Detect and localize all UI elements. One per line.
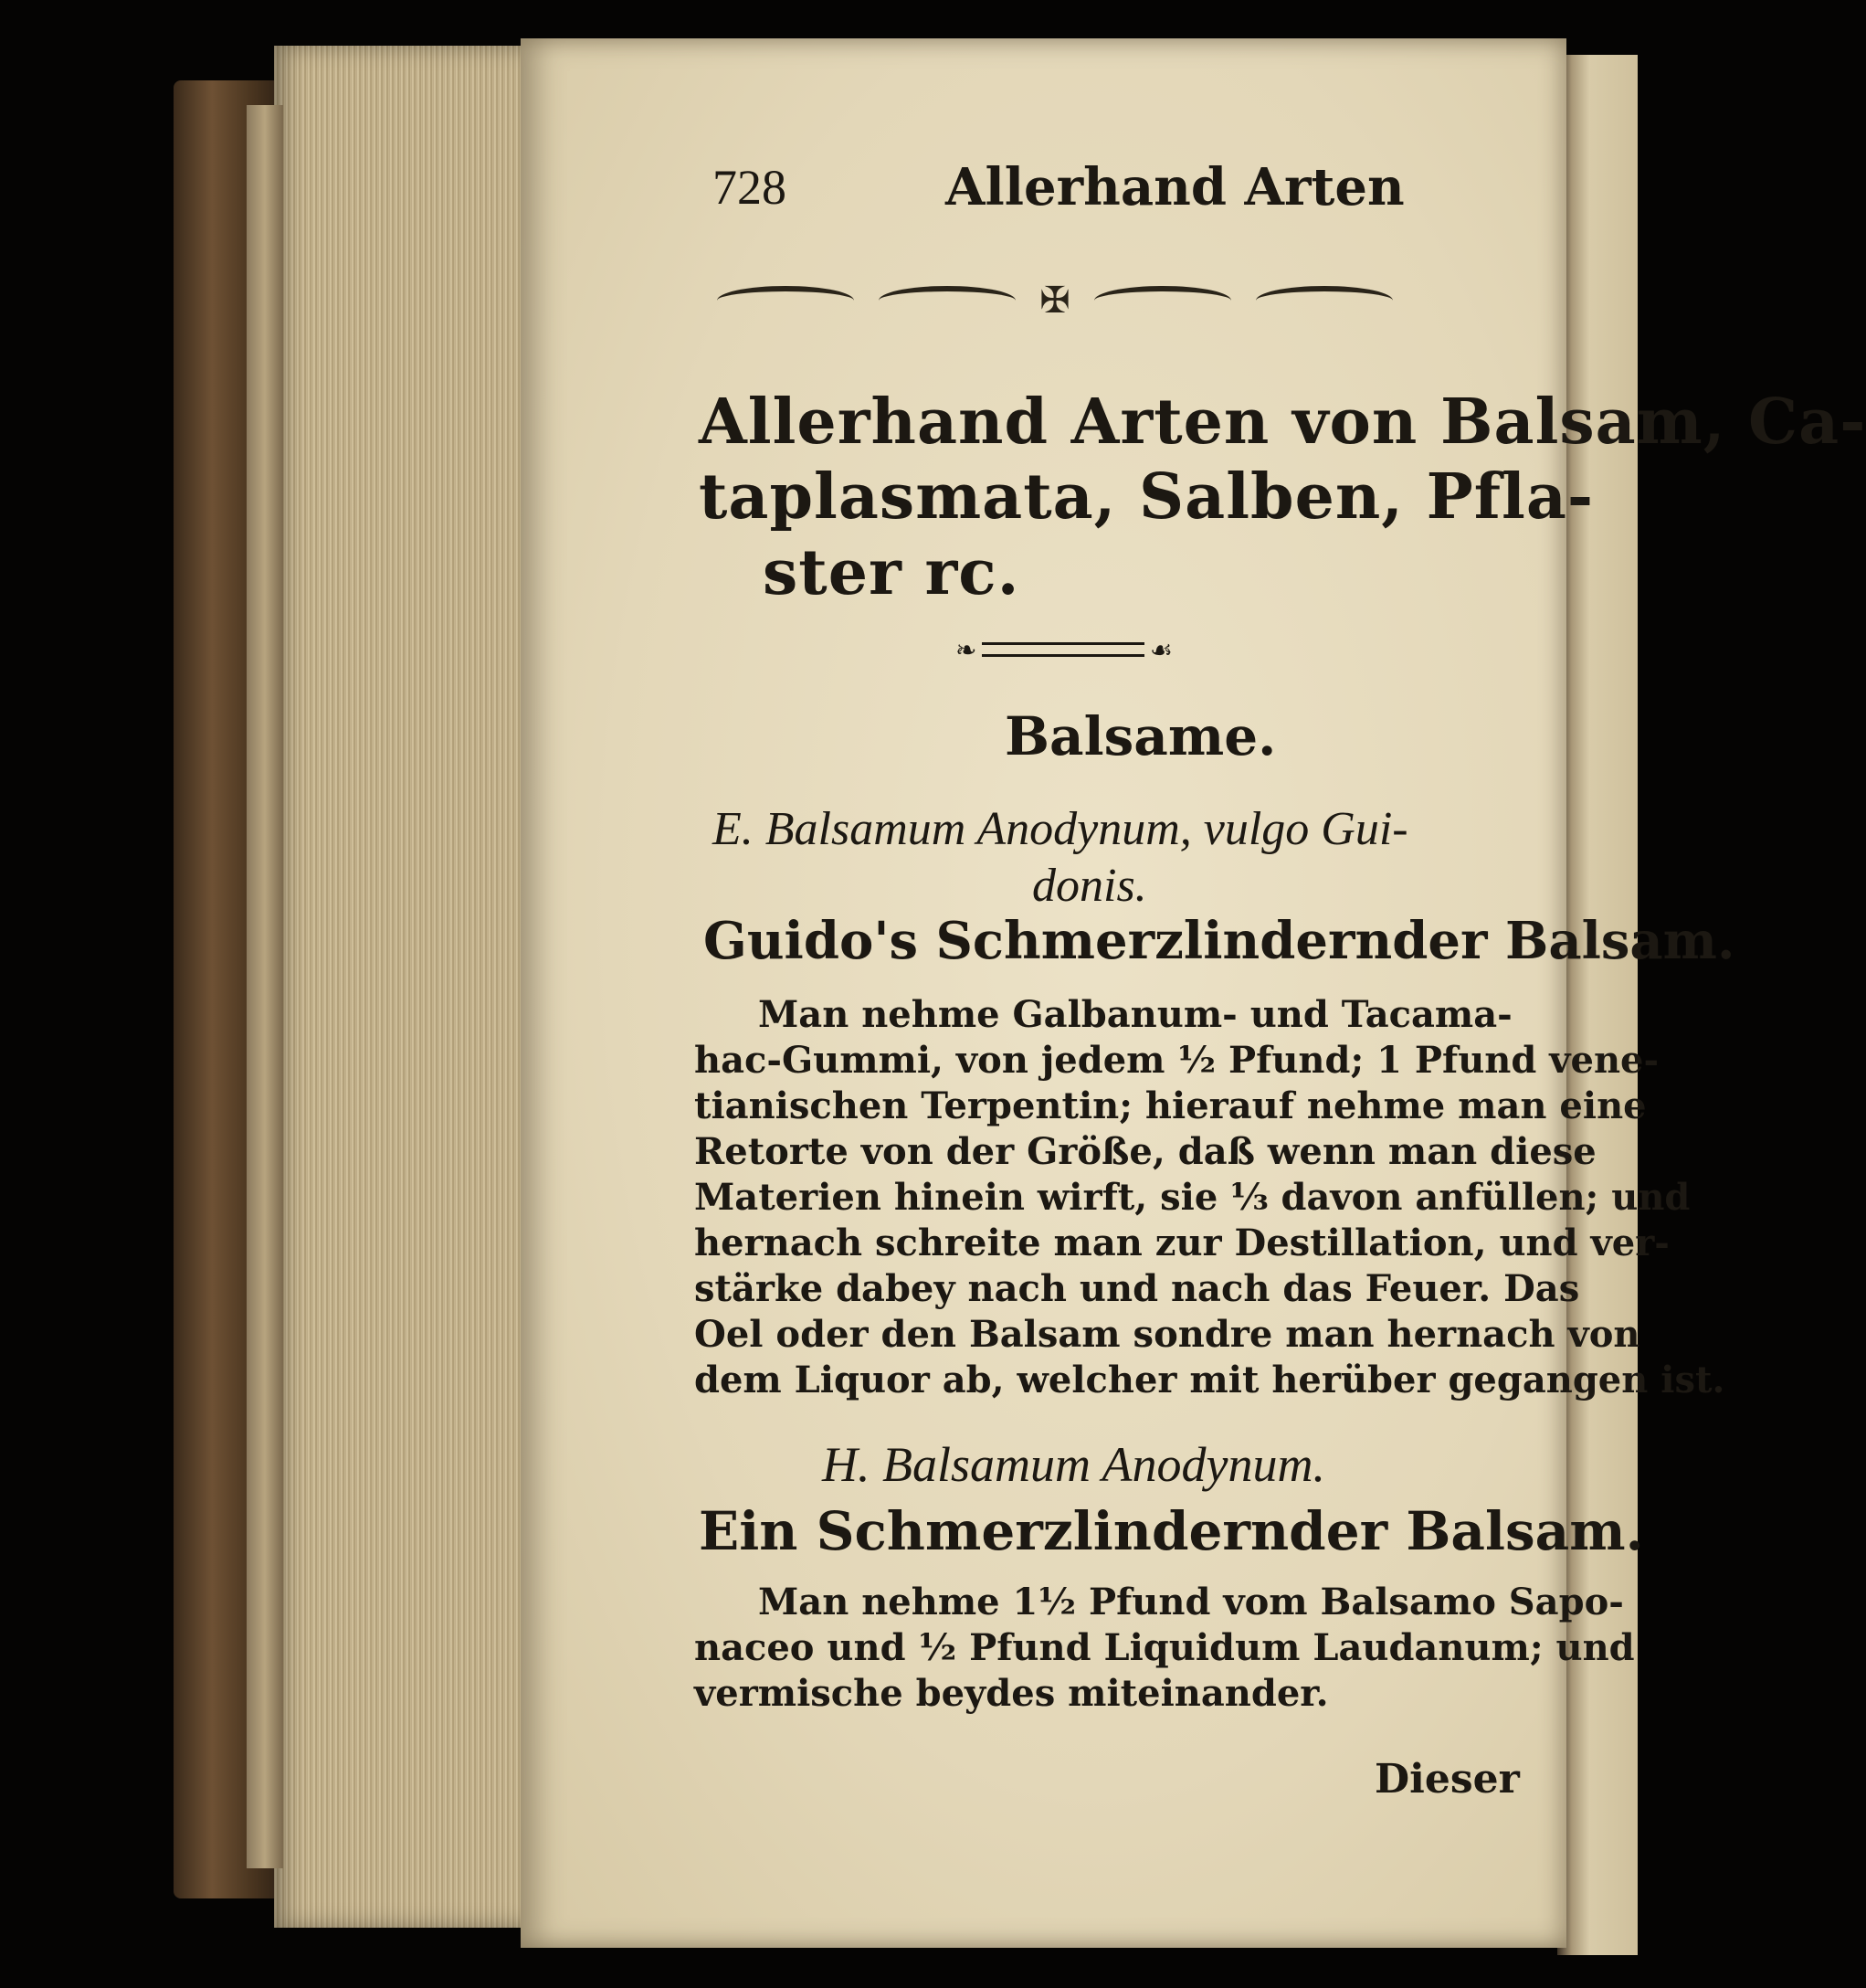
entry-latin-title-cont: donis. — [1032, 860, 1147, 912]
section-heading: Balsame. — [1005, 705, 1277, 767]
rule-line — [982, 642, 1144, 657]
entry-heading: Ein Schmerzlindernder Balsam. — [699, 1500, 1644, 1562]
book-page — [521, 38, 1866, 1948]
facing-page-sliver — [1557, 55, 1638, 1955]
body-line: hac-Gummi, von jedem ½ Pfund; 1 Pfund vene- — [694, 1039, 1660, 1082]
running-head: Allerhand Arten — [945, 157, 1405, 217]
title-line: ster rc. — [763, 536, 1020, 609]
ornament-center-icon: ✠ — [1039, 280, 1070, 322]
body-line: naceo und ½ Pfund Liquidum Laudanum; und — [694, 1626, 1635, 1669]
entry-latin-title: H. Balsamum Anodynum. — [822, 1437, 1325, 1492]
ornament-scroll — [879, 286, 1016, 315]
title-line: taplasmata, Salben, Pfla- — [699, 460, 1595, 534]
body-line: Retorte von der Größe, daß wenn man diese — [694, 1130, 1597, 1173]
ornament-scroll — [1256, 286, 1393, 315]
body-line: vermische beydes miteinander. — [694, 1672, 1329, 1715]
ornament-scroll — [1094, 286, 1231, 315]
body-line: Man nehme Galbanum- und Tacama- — [758, 993, 1513, 1036]
rule-flourish-icon: ❧ — [955, 634, 977, 665]
body-line: stärke dabey nach und nach das Feuer. Das — [694, 1267, 1580, 1310]
section-rule — [950, 634, 1178, 665]
body-line: Man nehme 1½ Pfund vom Balsamo Sapo- — [758, 1581, 1624, 1623]
body-line: hernach schreite man zur Destillation, und ver- — [694, 1221, 1670, 1264]
catchword: Dieser — [1375, 1756, 1520, 1803]
page-number: 728 — [712, 160, 786, 215]
body-line: Materien hinein wirft, sie ⅓ davon anfüllen; und — [694, 1176, 1691, 1219]
decorative-border-ornament — [717, 278, 1393, 323]
entry-latin-title: E. Balsamum Anodynum, vulgo Gui- — [712, 803, 1408, 855]
ornament-scroll — [717, 286, 854, 315]
body-line: dem Liquor ab, welcher mit herüber gegangen ist. — [694, 1359, 1725, 1401]
entry-heading: Guido's Schmerzlindernder Balsam. — [703, 911, 1735, 971]
title-line: Allerhand Arten von Balsam, Ca- — [699, 386, 1866, 459]
body-line: Oel oder den Balsam sondre man hernach von — [694, 1313, 1640, 1356]
rule-flourish-icon: ☙ — [1149, 634, 1173, 665]
page-edges — [274, 46, 530, 1928]
body-line: tianischen Terpentin; hierauf nehme man eine — [694, 1084, 1647, 1127]
cover-edge — [247, 105, 283, 1868]
